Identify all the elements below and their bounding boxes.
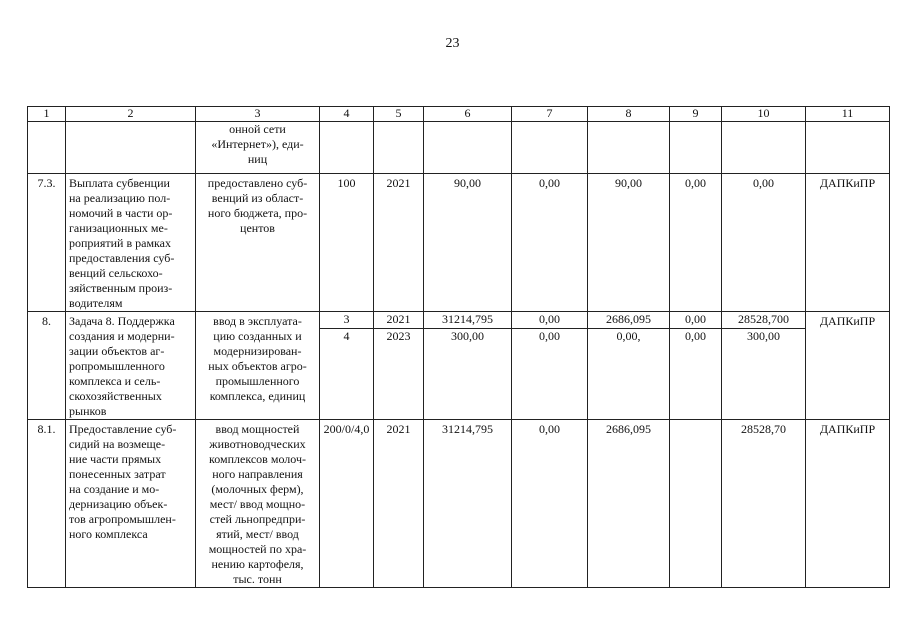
cell-value: 100 — [320, 174, 374, 312]
indicator-line: комплекса, единиц — [209, 389, 306, 403]
name-line: венций сельскохо- — [69, 266, 163, 280]
column-number: 6 — [424, 107, 512, 122]
indicator-line: комплексов молоч- — [209, 452, 306, 466]
table-row — [28, 420, 890, 588]
cell-value: 200/0/4,0 — [320, 420, 374, 588]
cell-indicator — [196, 174, 320, 312]
indicator-line: ввод мощностей — [215, 422, 300, 436]
column-number: 9 — [670, 107, 722, 122]
program-table — [27, 106, 890, 588]
cell-executor: ДАПКиПР — [806, 174, 890, 312]
table-row — [28, 174, 890, 312]
name-line: дернизацию объек- — [69, 497, 168, 511]
cell-total: 300,00 — [424, 328, 512, 419]
column-number: 10 — [722, 107, 806, 122]
cell-year: 2021 — [374, 420, 424, 588]
cell-num: 7.3. — [28, 174, 66, 312]
indicator-line: ниц — [247, 152, 268, 166]
name-line: скохозяйственных — [69, 389, 162, 403]
name-line: создания и модерни- — [69, 329, 175, 343]
cell-num: 8.1. — [28, 420, 66, 588]
indicator-line: предоставлено суб- — [207, 176, 308, 190]
cell-mun: 0,00 — [670, 312, 722, 329]
cell-num — [28, 122, 66, 174]
cell-fed: 0,00 — [512, 420, 588, 588]
name-line: зяйственным произ- — [69, 281, 173, 295]
name-line: роприятий в рамках — [69, 236, 172, 250]
cell-executor: ДАПКиПР — [806, 420, 890, 588]
cell-year: 2021 — [374, 312, 424, 329]
cell-reg: 2686,095 — [588, 312, 670, 329]
cell-executor — [806, 122, 890, 174]
name-line: ганизационных ме- — [69, 221, 168, 235]
page-number: 23 — [445, 36, 460, 51]
name-line: комплекса и сель- — [69, 374, 161, 388]
name-line: ропромышленного — [69, 359, 165, 373]
cell-name — [66, 174, 196, 312]
name-line: ного комплекса — [69, 527, 148, 541]
name-line: Предоставление суб- — [69, 422, 177, 436]
cell-value — [320, 122, 374, 174]
cell-value: 4 — [320, 328, 374, 419]
cell-mun: 0,00 — [670, 328, 722, 419]
cell-other — [722, 122, 806, 174]
cell-num: 8. — [28, 312, 66, 420]
cell-fed: 0,00 — [512, 174, 588, 312]
name-line: понесенных затрат — [69, 467, 166, 481]
name-line: предоставления суб- — [69, 251, 175, 265]
cell-indicator — [196, 122, 320, 174]
indicator-line: ятий, мест/ ввод — [216, 527, 299, 541]
cell-indicator — [196, 312, 320, 420]
name-line: зации объектов аг- — [69, 344, 165, 358]
name-line: рынков — [69, 404, 107, 418]
cell-other: 300,00 — [722, 328, 806, 419]
indicator-line: центов — [240, 221, 275, 235]
cell-year: 2023 — [374, 328, 424, 419]
column-number: 7 — [512, 107, 588, 122]
indicator-line: ных объектов агро- — [208, 359, 307, 373]
indicator-line: нению картофеля, — [211, 557, 304, 571]
cell-name — [66, 420, 196, 588]
cell-mun — [670, 420, 722, 588]
indicator-line: промышленного — [215, 374, 300, 388]
indicator-line: мест/ ввод мощно- — [209, 497, 306, 511]
cell-fed: 0,00 — [512, 328, 588, 419]
cell-name — [66, 122, 196, 174]
name-line: ние части прямых — [69, 452, 162, 466]
indicator-line: онной сети — [229, 122, 286, 136]
column-number-row — [28, 107, 890, 122]
cell-executor: ДАПКиПР — [806, 312, 890, 420]
column-number: 3 — [196, 107, 320, 122]
column-number: 5 — [374, 107, 424, 122]
column-number: 11 — [806, 107, 890, 122]
cell-total: 90,00 — [424, 174, 512, 312]
indicator-line: цию созданных и — [213, 329, 302, 343]
cell-fed — [512, 122, 588, 174]
cell-year: 2021 — [374, 174, 424, 312]
table-row — [28, 122, 890, 174]
column-number: 8 — [588, 107, 670, 122]
name-line: тов агропромышлен- — [69, 512, 176, 526]
cell-indicator — [196, 420, 320, 588]
indicator-line: стей льнопредпри- — [209, 512, 306, 526]
cell-reg: 90,00 — [588, 174, 670, 312]
indicator-line: «Интернет»), еди- — [211, 137, 304, 151]
cell-value: 3 — [320, 312, 374, 329]
cell-other: 0,00 — [722, 174, 806, 312]
column-number: 2 — [66, 107, 196, 122]
indicator-line: животноводческих — [209, 437, 306, 451]
name-line: на создание и мо- — [69, 482, 160, 496]
cell-total: 31214,795 — [424, 312, 512, 329]
cell-total — [424, 122, 512, 174]
cell-name — [66, 312, 196, 420]
name-line: Задача 8. Поддержка — [69, 314, 175, 328]
cell-reg — [588, 122, 670, 174]
name-line: Выплата субвенции — [69, 176, 170, 190]
cell-mun: 0,00 — [670, 174, 722, 312]
table-row — [28, 312, 890, 329]
indicator-line: ного направления — [212, 467, 303, 481]
indicator-line: ввод в эксплуата- — [213, 314, 302, 328]
name-line: на реализацию пол- — [69, 191, 171, 205]
name-line: водителям — [69, 296, 123, 310]
cell-other: 28528,70 — [722, 420, 806, 588]
column-number: 1 — [28, 107, 66, 122]
column-number: 4 — [320, 107, 374, 122]
cell-fed: 0,00 — [512, 312, 588, 329]
cell-other: 28528,700 — [722, 312, 806, 329]
indicator-line: модернизирован- — [213, 344, 302, 358]
cell-reg: 0,00, — [588, 328, 670, 419]
cell-mun — [670, 122, 722, 174]
indicator-line: (молочных ферм), — [211, 482, 304, 496]
indicator-line: ного бюджета, про- — [207, 206, 308, 220]
cell-total: 31214,795 — [424, 420, 512, 588]
cell-year — [374, 122, 424, 174]
name-line: номочий в части ор- — [69, 206, 173, 220]
indicator-line: венций из област- — [211, 191, 304, 205]
indicator-line: тыс. тонн — [233, 572, 282, 586]
indicator-line: мощностей по хра- — [208, 542, 307, 556]
cell-reg: 2686,095 — [588, 420, 670, 588]
name-line: сидий на возмеще- — [69, 437, 166, 451]
